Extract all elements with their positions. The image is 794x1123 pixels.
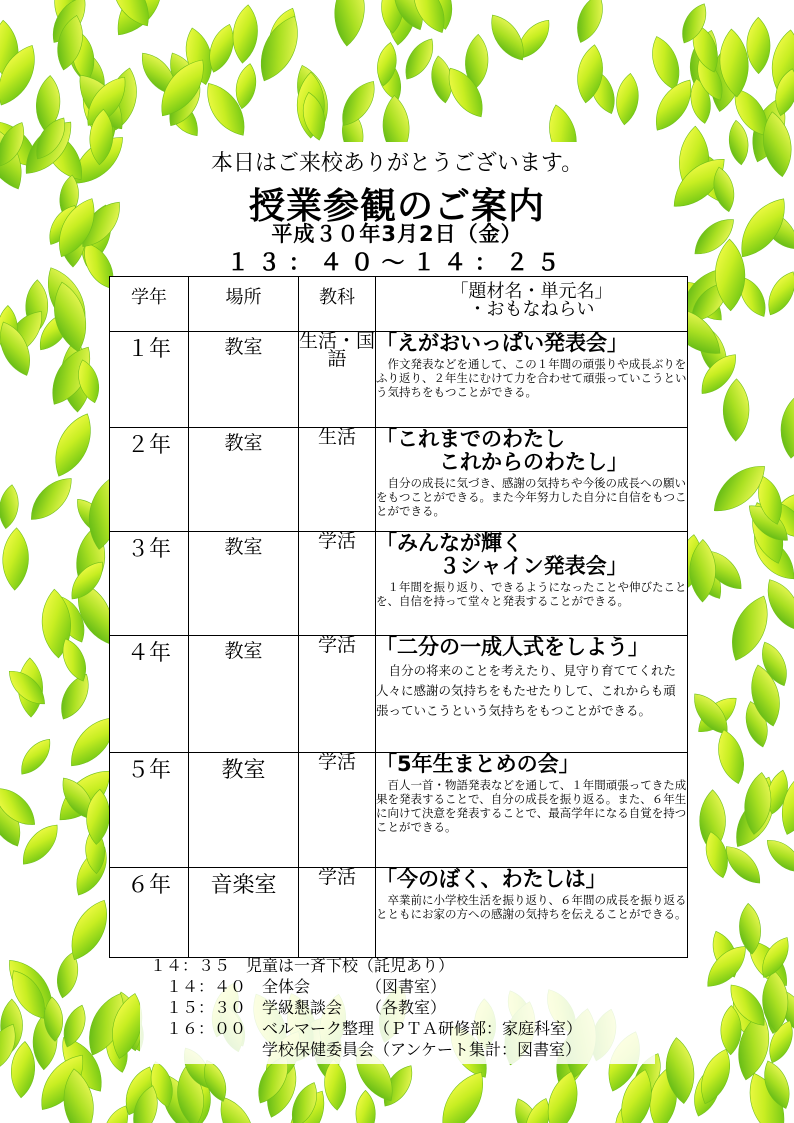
table-row <box>110 332 688 428</box>
grade-cell: ５年 <box>110 753 189 868</box>
subject-cell: 学活 <box>299 868 376 958</box>
table-row <box>110 753 688 868</box>
leaf-shape <box>15 818 65 871</box>
table-header-row <box>110 277 688 332</box>
page-title: 授業参観のご案内 <box>248 186 545 227</box>
event-time: １３：４０〜１４：２５ <box>226 250 568 276</box>
schedule-table <box>109 276 688 958</box>
grade-cell: ４年 <box>110 636 189 753</box>
leaf-shape <box>15 734 57 780</box>
greeting-text: 本日はご来校ありがとうございます。 <box>210 151 584 176</box>
theme-description: １年間を振り返り、できるようになったことや伸びたことを、自信を持って堂々と発表することができる。 <box>376 580 687 608</box>
table-row <box>110 636 688 753</box>
theme-description: 百人一首・物語発表などを通して、１年間頑張ってきた成果を発表することで、自分の成長を振り返る。また、６年生に向けて決意を発表することで、最高学年になる自覚を持つことができる。 <box>376 778 687 834</box>
leaf-shape <box>46 408 100 482</box>
header-subject: 教科 <box>299 277 376 332</box>
leaf-shape <box>0 483 21 529</box>
theme-cell <box>376 636 688 753</box>
subject-cell: 学活 <box>299 532 376 636</box>
leaf-shape <box>332 0 367 47</box>
subject-cell: 学活 <box>299 753 376 868</box>
leaf-shape <box>571 0 610 46</box>
leaf-shape <box>723 379 750 442</box>
header-place: 場所 <box>189 277 299 332</box>
grade-cell: ２年 <box>110 428 189 532</box>
leaf-shape <box>356 1090 376 1123</box>
note-line: １５：３０ 学級懇談会 （各教室） <box>150 998 447 1017</box>
table-row <box>110 532 688 636</box>
header-theme-line1: 「題材名・単元名」 <box>450 281 613 302</box>
note-line: 学校保健委員会（アンケート集計：図書室） <box>150 1040 582 1059</box>
leaf-shape <box>713 727 750 787</box>
theme-title: 「今のぼく、わたしは」 <box>376 867 607 891</box>
theme-title: 「これまでのわたし これからのわたし」 <box>376 427 628 474</box>
leaf-shape <box>747 17 771 73</box>
theme-title: 「二分の一成人式をしよう」 <box>376 635 649 659</box>
note-line: １４：３５ 児童は一斉下校（託児あり） <box>150 956 455 975</box>
grade-cell: ６年 <box>110 868 189 958</box>
theme-cell <box>376 332 688 428</box>
leaf-shape <box>614 72 641 126</box>
place-cell: 教室 <box>189 532 299 636</box>
leaf-shape <box>778 394 794 460</box>
theme-description: 自分の将来のことを考えたり、見守り育ててくれた人々に感謝の気持ちをもたせたりして、これからも頑張っていこうという気持ちをもつことができる。 <box>376 663 677 718</box>
subject-cell: 生活・国語 <box>299 332 376 428</box>
after-schedule-notes <box>150 955 582 1060</box>
place-cell: 教室 <box>189 753 299 868</box>
header-theme <box>376 277 688 332</box>
header-theme-line2: ・おもなねらい <box>468 299 595 320</box>
subject-cell: 生活 <box>299 428 376 532</box>
leaf-shape <box>2 527 30 590</box>
leaf-shape <box>761 833 794 878</box>
theme-cell <box>376 532 688 636</box>
leaf-shape <box>54 669 96 724</box>
note-line: １６：００ ベルマーク整理（ＰＴＡ研修部：家庭科室） <box>150 1019 583 1038</box>
theme-description: 作文発表などを通して、この１年間の頑張りや成長ぶりをふり返り、２年生にむけて力を合わせて頑張っていこうという気持ちをもつことができる。 <box>376 357 687 399</box>
header-grade: 学年 <box>110 277 189 332</box>
theme-title: 「5年生まとめの会」 <box>376 752 580 776</box>
theme-cell <box>376 868 688 958</box>
theme-cell <box>376 428 688 532</box>
theme-title: 「えがおいっぱい発表会」 <box>376 331 628 355</box>
event-date: 平成３０年3月2日（金） <box>271 222 523 246</box>
place-cell: 教室 <box>189 428 299 532</box>
grade-cell: １年 <box>110 332 189 428</box>
theme-description: 自分の成長に気づき、感謝の気持ちや今後の成長への願いをもつことができる。また今年努力した自分に自信をもつことができる。 <box>376 476 687 518</box>
subject-cell: 学活 <box>299 636 376 753</box>
note-line: １４：４０ 全体会 （図書室） <box>150 977 447 996</box>
theme-title: 「みんなが輝く ３シャイン発表会」 <box>376 531 628 578</box>
leaf-shape <box>23 470 80 527</box>
theme-cell <box>376 753 688 868</box>
table-row <box>110 428 688 532</box>
place-cell: 音楽室 <box>189 868 299 958</box>
theme-description: 卒業前に小学校生活を振り返り、６年間の成長を振り返るとともにお家の方への感謝の気持ちを伝えることができる。 <box>376 893 687 921</box>
grade-cell: ３年 <box>110 532 189 636</box>
table-row <box>110 868 688 958</box>
leaf-shape <box>230 4 260 65</box>
place-cell: 教室 <box>189 636 299 753</box>
place-cell: 教室 <box>189 332 299 428</box>
